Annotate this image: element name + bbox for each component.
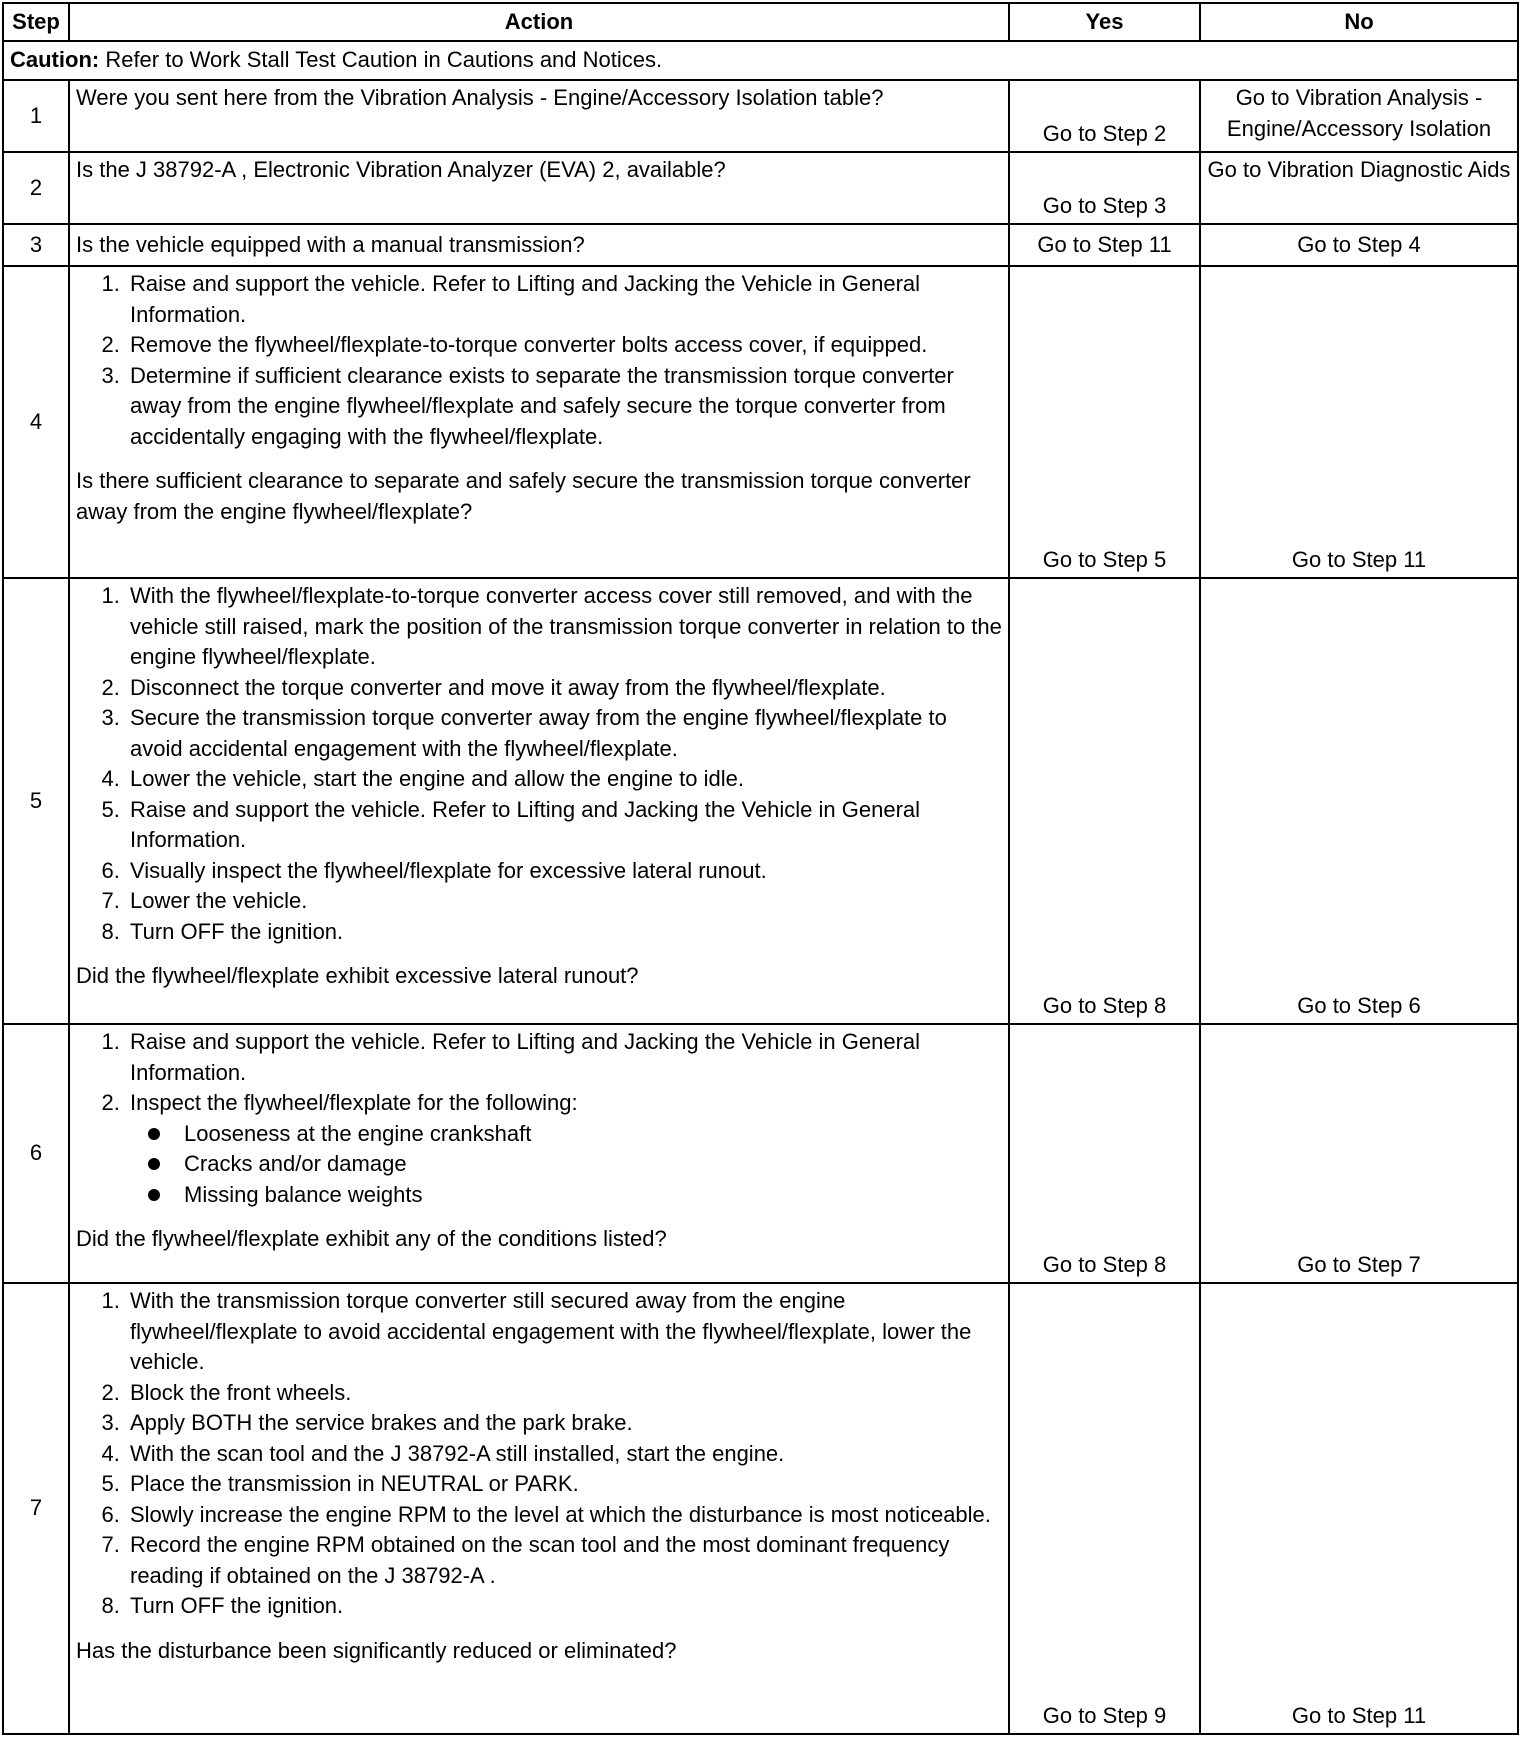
list-item: 6. Visually inspect the flywheel/flexplate for excessive lateral runout. [126, 856, 1002, 887]
yes-result: Go to Step 9 [1009, 1283, 1200, 1734]
no-result: Go to Step 11 [1200, 1283, 1518, 1734]
table-row [3, 152, 1518, 224]
yes-result: Go to Step 2 [1009, 80, 1200, 152]
list-item: 1. With the flywheel/flexplate-to-torque converter access cover still removed, and with the vehicle still raised, mark the position of the transmission torque converter in relation to the engine flywheel/flexplate. [126, 581, 1002, 673]
no-result: Go to Step 11 [1200, 266, 1518, 578]
list-item: 4. Lower the vehicle, start the engine and allow the engine to idle. [126, 764, 1002, 795]
bullet-text: Cracks and/or damage [184, 1151, 407, 1176]
action-question: Were you sent here from the Vibration Analysis - Engine/Accessory Isolation table? [69, 80, 1009, 152]
list-item: 7. Record the engine RPM obtained on the scan tool and the most dominant frequency reading if obtained on the J 38792-A . [126, 1530, 1002, 1591]
procedure-list [76, 581, 1002, 947]
table-row [3, 224, 1518, 266]
list-item: 5. Place the transmission in NEUTRAL or PARK. [126, 1469, 1002, 1500]
caution-text: Refer to Work Stall Test Caution in Cautions and Notices. [99, 47, 663, 73]
caution-label: Caution: [10, 47, 100, 73]
list-item [126, 1088, 1002, 1210]
step-number: 1 [3, 80, 69, 152]
table-row [3, 1024, 1518, 1283]
condition-list [130, 1119, 1002, 1211]
table-row [3, 80, 1518, 152]
list-item: 8. Turn OFF the ignition. [126, 1591, 1002, 1622]
procedure-list [76, 269, 1002, 452]
action-cell [69, 1283, 1009, 1734]
bullet-item [180, 1149, 1002, 1180]
list-item-text: Inspect the flywheel/flexplate for the following: [130, 1090, 578, 1115]
action-cell [69, 1024, 1009, 1283]
list-item: 7. Lower the vehicle. [126, 886, 1002, 917]
bullet-item [180, 1180, 1002, 1211]
action-question: Is the J 38792-A , Electronic Vibration Analyzer (EVA) 2, available? [69, 152, 1009, 224]
step-number: 7 [3, 1283, 69, 1734]
step-column-header: Step [3, 3, 69, 41]
no-result: Go to Vibration Diagnostic Aids [1200, 152, 1518, 224]
list-item: 1. With the transmission torque converter still secured away from the engine flywheel/flexplate to avoid accidental engagement with the flywheel/flexplate, lower the vehicle. [126, 1286, 1002, 1378]
action-question: Did the flywheel/flexplate exhibit any of the conditions listed? [76, 1226, 667, 1251]
yes-result: Go to Step 8 [1009, 1024, 1200, 1283]
yes-column-header: Yes [1009, 3, 1200, 41]
yes-result: Go to Step 5 [1009, 266, 1200, 578]
table-row [3, 578, 1518, 1024]
procedure-list [76, 1286, 1002, 1622]
list-item: 2. Block the front wheels. [126, 1378, 1002, 1409]
diagnostic-table-sheet [2, 2, 1517, 1735]
list-item: 4. With the scan tool and the J 38792-A still installed, start the engine. [126, 1439, 1002, 1470]
action-question: Is there sufficient clearance to separate and safely secure the transmission torque converter away from the engine flywheel/flexplate? [76, 468, 971, 524]
step-number: 6 [3, 1024, 69, 1283]
action-question: Did the flywheel/flexplate exhibit excessive lateral runout? [76, 963, 639, 988]
no-result: Go to Step 6 [1200, 578, 1518, 1024]
action-cell [69, 266, 1009, 578]
no-column-header: No [1200, 3, 1518, 41]
caution-cell [3, 41, 1518, 80]
action-cell [69, 578, 1009, 1024]
step-number: 3 [3, 224, 69, 266]
list-item: 2. Disconnect the torque converter and move it away from the flywheel/flexplate. [126, 673, 1002, 704]
step-number: 4 [3, 266, 69, 578]
list-item: 1. Raise and support the vehicle. Refer to Lifting and Jacking the Vehicle in General Information. [126, 1027, 1002, 1088]
table-row [3, 266, 1518, 578]
list-item: 3. Determine if sufficient clearance exists to separate the transmission torque converter away from the engine flywheel/flexplate and safely secure the torque converter from accidentally engaging with the flywheel/flexplate. [126, 361, 1002, 453]
header-row [3, 3, 1518, 41]
action-column-header: Action [69, 3, 1009, 41]
no-result: Go to Step 4 [1200, 224, 1518, 266]
diagnostic-table [2, 2, 1519, 1735]
procedure-list [76, 1027, 1002, 1210]
yes-result: Go to Step 11 [1009, 224, 1200, 266]
step-number: 2 [3, 152, 69, 224]
action-question: Is the vehicle equipped with a manual transmission? [69, 224, 1009, 266]
no-result: Go to Vibration Analysis - Engine/Accessory Isolation [1200, 80, 1518, 152]
bullet-icon [148, 1158, 160, 1170]
list-item: 3. Secure the transmission torque converter away from the engine flywheel/flexplate to avoid accidental engagement with the flywheel/flexplate. [126, 703, 1002, 764]
caution-row [3, 41, 1518, 80]
bullet-icon [148, 1128, 160, 1140]
step-number: 5 [3, 578, 69, 1024]
yes-result: Go to Step 8 [1009, 578, 1200, 1024]
action-question: Has the disturbance been significantly reduced or eliminated? [76, 1637, 677, 1663]
list-item: 1. Raise and support the vehicle. Refer to Lifting and Jacking the Vehicle in General Information. [126, 269, 1002, 330]
list-item: 8. Turn OFF the ignition. [126, 917, 1002, 948]
no-result: Go to Step 7 [1200, 1024, 1518, 1283]
yes-result: Go to Step 3 [1009, 152, 1200, 224]
bullet-item [180, 1119, 1002, 1150]
list-item: 3. Apply BOTH the service brakes and the park brake. [126, 1408, 1002, 1439]
list-item: 6. Slowly increase the engine RPM to the level at which the disturbance is most noticeable. [126, 1500, 1002, 1531]
bullet-icon [148, 1189, 160, 1201]
list-item: 2. Remove the flywheel/flexplate-to-torque converter bolts access cover, if equipped. [126, 330, 1002, 361]
list-item: 5. Raise and support the vehicle. Refer to Lifting and Jacking the Vehicle in General Information. [126, 795, 1002, 856]
bullet-text: Looseness at the engine crankshaft [184, 1120, 532, 1146]
bullet-text: Missing balance weights [184, 1181, 423, 1207]
table-row [3, 1283, 1518, 1734]
